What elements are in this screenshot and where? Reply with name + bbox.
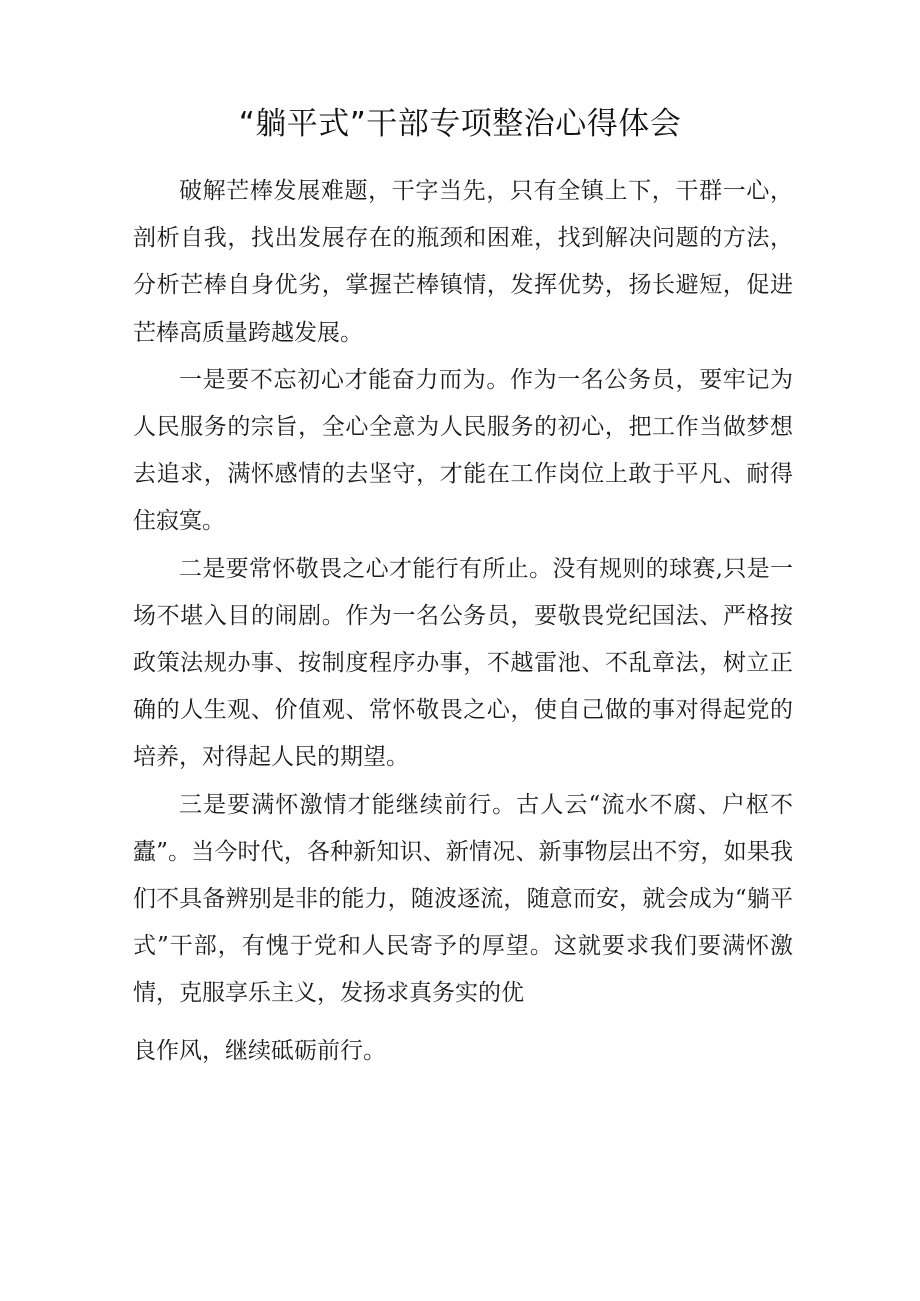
document-body bbox=[133, 168, 793, 1075]
document-title: “躺平式”干部专项整治心得体会 bbox=[238, 106, 682, 142]
paragraph-continuation: 良作风，继续砥砺前行。 bbox=[133, 1037, 386, 1064]
paragraph-intro: 破解芒棒发展难题，干字当先，只有全镇上下，干群一心，剖析自我，找出发展存在的瓶颈和困难，找到解决问题的方法，分析芒棒自身优劣，掌握芒棒镇情，发挥优势，扬长避短，促进芒棒高质量跨越发展。 bbox=[133, 178, 793, 346]
paragraph-point-three: 三是要满怀激情才能继续前行。古人云“流水不腐、户枢不蠹”。当今时代，各种新知识、新情况、新事物层出不穷，如果我们不具备辨别是非的能力，随波逐流，随意而安，就会成为“躺平式”干部，有愧于党和人民寄予的厚望。这就要求我们要满怀激情，克服享乐主义，发扬求真务实的优 bbox=[133, 791, 793, 1007]
paragraph-point-two: 二是要常怀敬畏之心才能行有所止。没有规则的球赛,只是一场不堪入目的闹剧。作为一名公务员，要敬畏党纪国法、严格按政策法规办事、按制度程序办事，不越雷池、不乱章法，树立正确的人生观、价值观、常怀敬畏之心，使自己做的事对得起党的培养，对得起人民的期望。 bbox=[133, 555, 793, 771]
paragraph-point-one: 一是要不忘初心才能奋力而为。作为一名公务员，要牢记为人民服务的宗旨，全心全意为人民服务的初心，把工作当做梦想去追求，满怀感情的去坚守，才能在工作岗位上敢于平凡、耐得住寂寞。 bbox=[133, 366, 793, 535]
